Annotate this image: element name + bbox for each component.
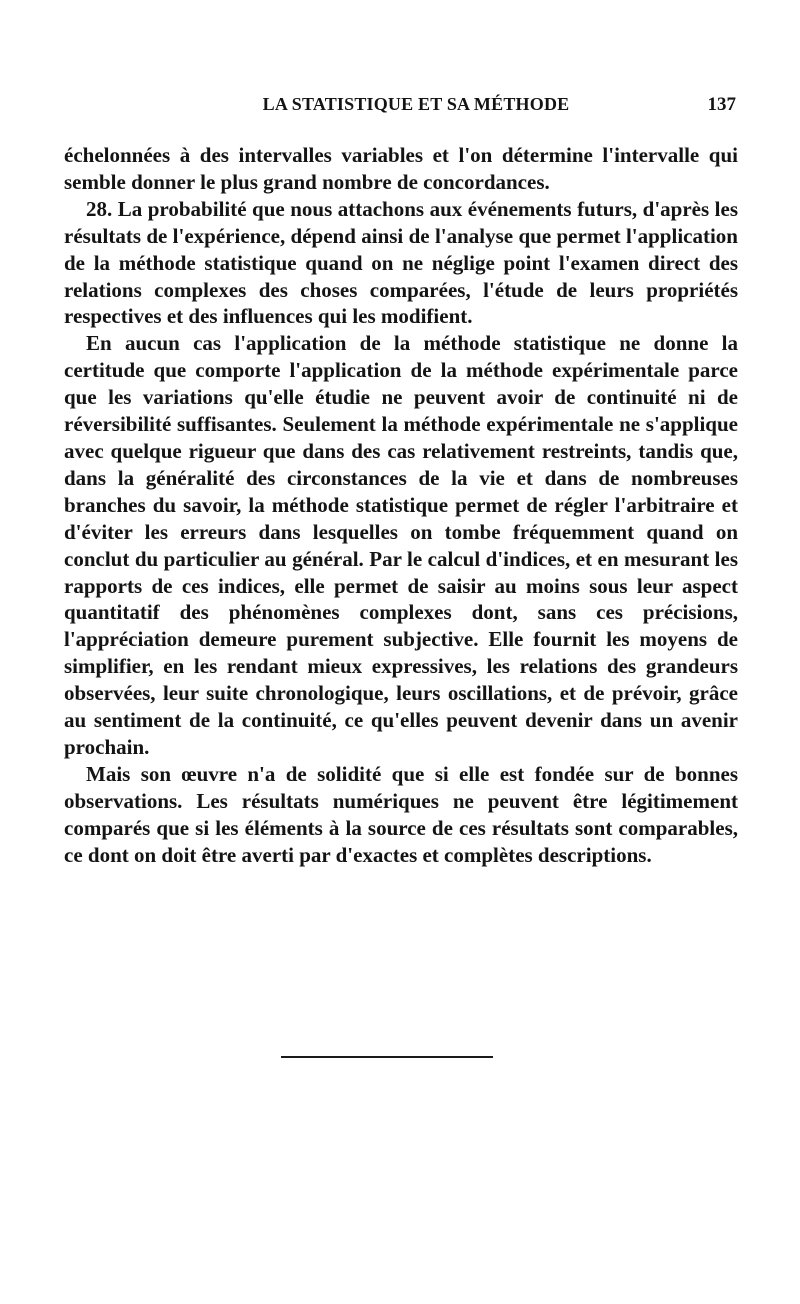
paragraph-continuation: échelonnées à des intervalles variables et l'on détermine l'intervalle qui semble donner le plus grand nombre de concordances. <box>64 143 738 194</box>
paragraph-statistical-method: En aucun cas l'application de la méthode statistique ne donne la certitude que comporte l'application de la méthode expérimentale parce que les variations qu'elle étudie ne peuvent avoir de continuité ni de réversibilité suffisantes. Seulement la méthode expérimentale ne s'applique avec quelque rigueur que dans des cas relativement restreints, tandis que, dans la généralité des circonstances de la vie et dans de nombreuses branches du savoir, la méthode statistique permet de régler l'arbitraire et d'éviter les erreurs dans lesquelles on tombe fréquemment quand on conclut du particulier au général. Par le calcul d'indices, et en mesurant les rapports de ces indices, elle permet de saisir au moins sous leur aspect quantitatif des phénomènes complexes dont, sans ces précisions, l'appréciation demeure purement subjective. Elle fournit les moyens de simplifier, en les rendant mieux expressives, les relations des grandeurs observées, leur suite chronologique, leurs oscillations, et de prévoir, grâce au sentiment de la continuité, ce qu'elles peuvent devenir dans un avenir prochain. <box>64 331 738 759</box>
section-end-rule <box>281 1056 493 1058</box>
page-number: 137 <box>707 94 736 115</box>
paragraph-observations: Mais son œuvre n'a de solidité que si elle est fondée sur de bonnes observations. Les résultats numériques ne peuvent être légitimement comparés que si les éléments à la source de ces résultats sont comparables, ce dont on doit être averti par d'exactes et complètes descriptions. <box>64 761 738 867</box>
paragraph-section-28: 28. La probabilité que nous attachons aux événements futurs, d'après les résultats de l'expérience, dépend ainsi de l'analyse que permet l'application de la méthode statistique quand on ne néglige point l'examen direct des relations complexes des choses comparées, l'étude de leurs propriétés respectives et des influences qui les modifient. <box>64 196 738 329</box>
page-header <box>64 94 738 120</box>
body-text <box>64 142 738 868</box>
running-title: LA STATISTIQUE ET SA MÉTHODE <box>262 94 570 114</box>
